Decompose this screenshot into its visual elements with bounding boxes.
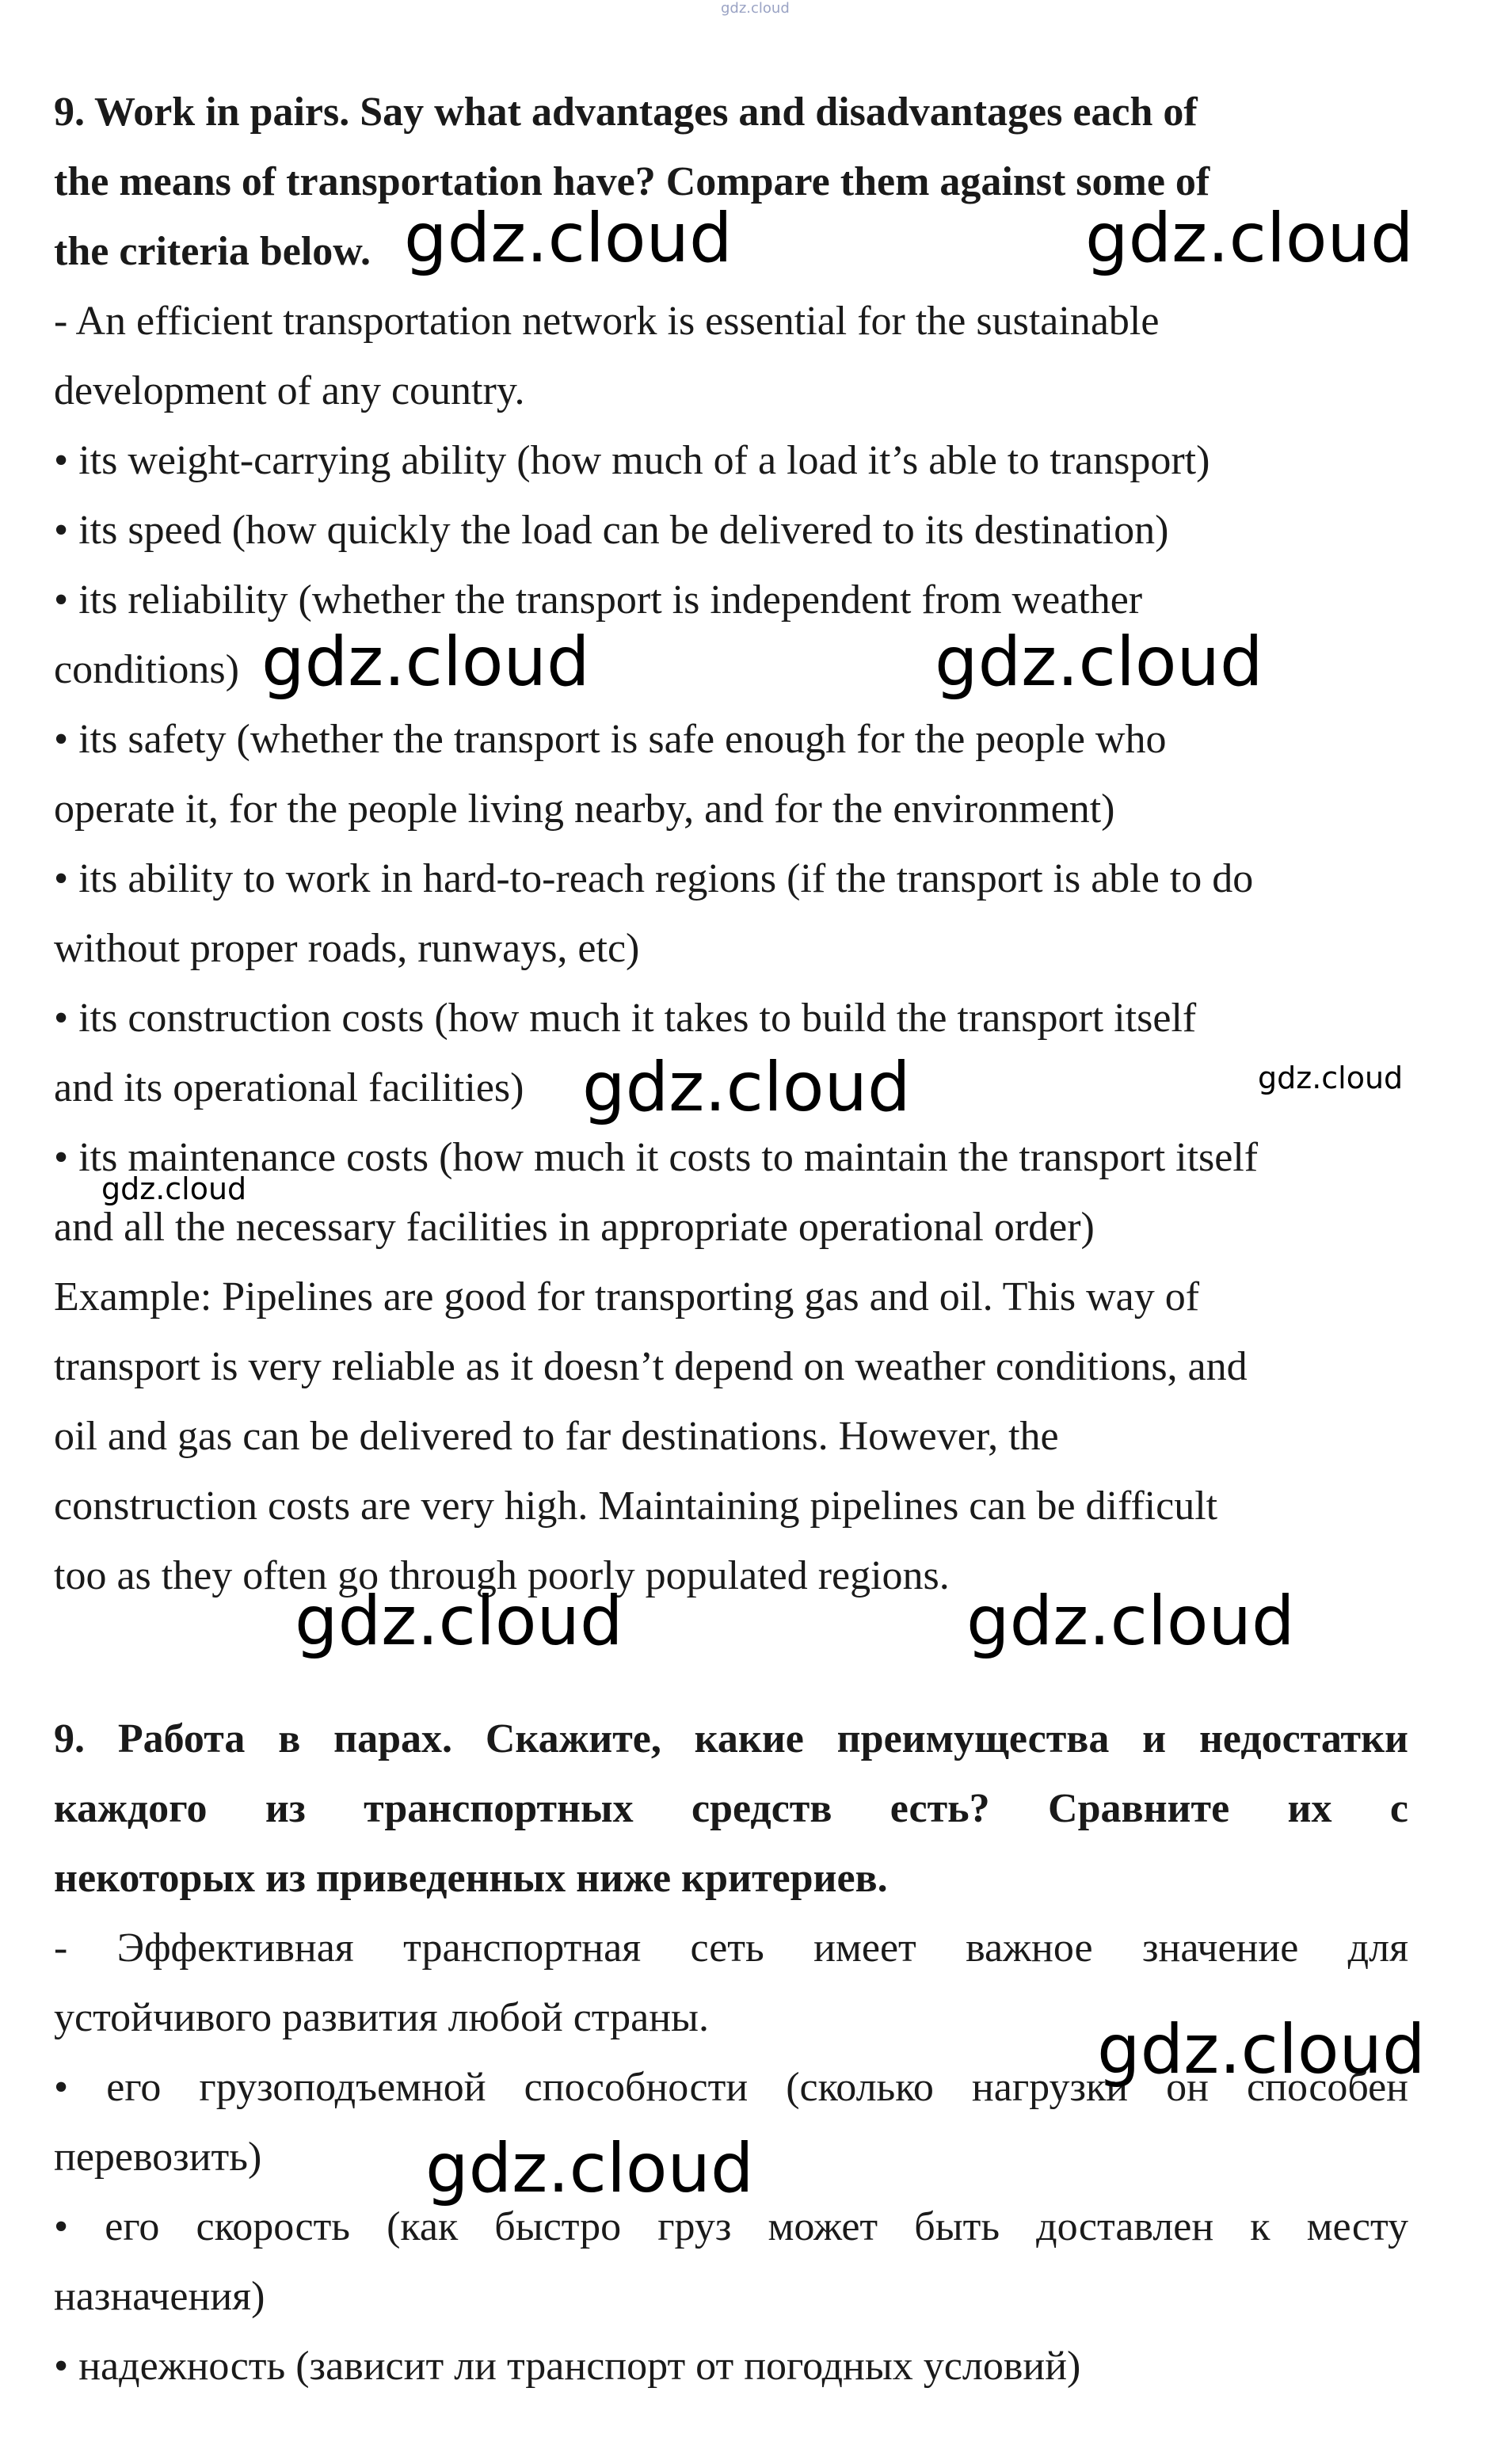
- ru-body-line: перевозить): [54, 2135, 262, 2180]
- watermark: gdz.cloud: [404, 199, 733, 278]
- en-bullet-reliability: • its reliability (whether the transport is independent from weather: [54, 577, 1143, 623]
- en-example-line: construction costs are very high. Maintaining pipelines can be difficult: [54, 1483, 1218, 1529]
- watermark: gdz.cloud: [295, 1582, 623, 1661]
- en-body-line: development of any country.: [54, 368, 525, 413]
- en-bullet-hard-to-reach: • its ability to work in hard-to-reach regions (if the transport is able to do: [54, 856, 1254, 901]
- watermark: gdz.cloud: [582, 1048, 911, 1127]
- en-example-line: too as they often go through poorly populated regions.: [54, 1553, 950, 1598]
- watermark: gdz.cloud: [1258, 1061, 1404, 1095]
- ru-body-line: назначения): [54, 2274, 265, 2319]
- watermark: gdz.cloud: [425, 2129, 754, 2208]
- en-bullet-maintenance: • its maintenance costs (how much it costs to maintain the transport itself: [54, 1135, 1259, 1180]
- watermark: gdz.cloud: [101, 1171, 247, 1206]
- ru-heading-line: некоторых из приведенных ниже критериев.: [54, 1856, 888, 1901]
- en-body-line: and its operational facilities): [54, 1065, 524, 1110]
- en-example-line: transport is very reliable as it doesn’t depend on weather conditions, and: [54, 1344, 1248, 1389]
- en-heading-line: 9. Work in pairs. Say what advantages and disadvantages each of: [54, 89, 1198, 135]
- watermark: gdz.cloud: [1085, 199, 1414, 278]
- en-bullet-safety: • its safety (whether the transport is safe enough for the people who: [54, 717, 1167, 762]
- en-bullet-speed: • its speed (how quickly the load can be delivered to its destination): [54, 508, 1169, 553]
- ru-heading-line: каждого из транспортных средств есть? Сравните их с: [54, 1786, 1408, 1831]
- watermark: gdz.cloud: [966, 1582, 1295, 1661]
- en-heading-line: the criteria below.: [54, 229, 371, 274]
- ru-bullet-reliability: • надежность (зависит ли транспорт от погодных условий): [54, 2344, 1081, 2389]
- watermark: gdz.cloud: [1097, 2010, 1426, 2089]
- en-body-line: operate it, for the people living nearby, and for the environment): [54, 786, 1115, 832]
- en-bullet-weight: • its weight-carrying ability (how much of a load it’s able to transport): [54, 438, 1210, 483]
- en-example-line: Example: Pipelines are good for transporting gas and oil. This way of: [54, 1274, 1200, 1320]
- ru-body-line: - Эффективная транспортная сеть имеет важное значение для: [54, 1925, 1408, 1971]
- en-body-line: and all the necessary facilities in appropriate operational order): [54, 1205, 1095, 1250]
- top-watermark: gdz.cloud: [721, 0, 790, 17]
- ru-bullet-speed: • его скорость (как быстро груз может быть доставлен к месту: [54, 2204, 1408, 2249]
- en-body-line: conditions): [54, 647, 239, 692]
- ru-heading-line: 9. Работа в парах. Скажите, какие преимущества и недостатки: [54, 1716, 1408, 1761]
- en-bullet-construction: • its construction costs (how much it takes to build the transport itself: [54, 996, 1197, 1041]
- en-body-line: without proper roads, runways, etc): [54, 926, 640, 971]
- en-example-line: oil and gas can be delivered to far destinations. However, the: [54, 1414, 1059, 1459]
- en-heading-line: the means of transportation have? Compare them against some of: [54, 159, 1210, 204]
- ru-body-line: устойчивого развития любой страны.: [54, 1995, 709, 2040]
- ru-bullet-weight: • его грузоподъемной способности (сколько нагрузки он способен: [54, 2065, 1408, 2110]
- watermark: gdz.cloud: [261, 623, 590, 702]
- en-body-line: - An efficient transportation network is essential for the sustainable: [54, 299, 1160, 344]
- watermark: gdz.cloud: [935, 623, 1263, 702]
